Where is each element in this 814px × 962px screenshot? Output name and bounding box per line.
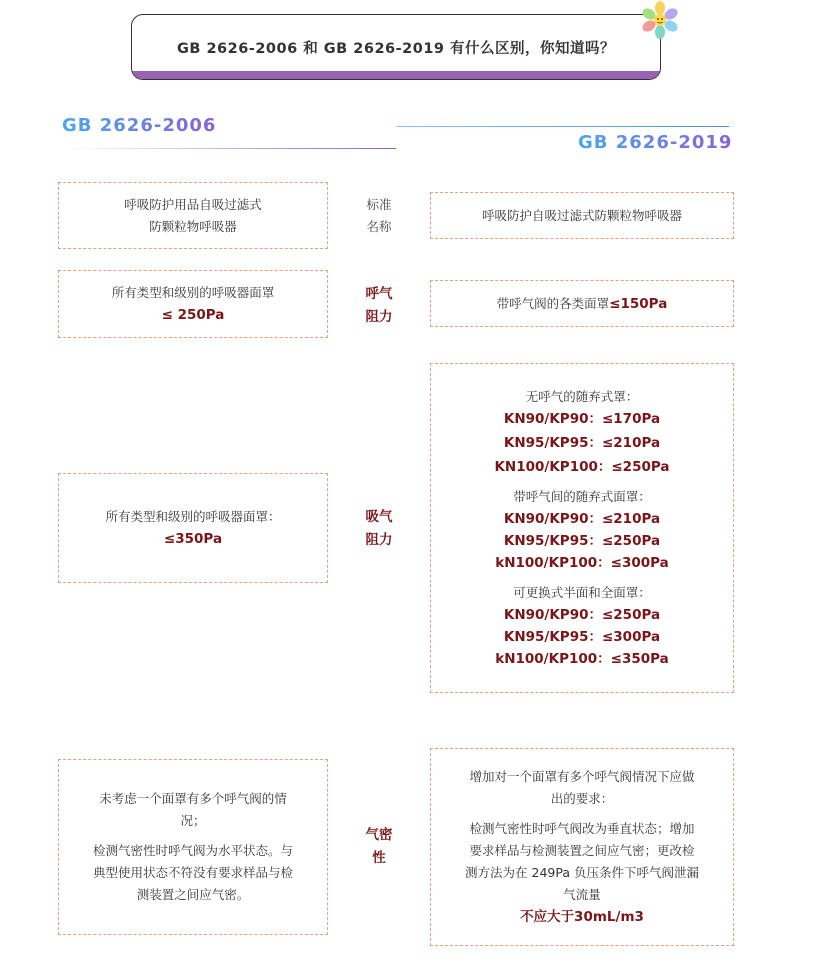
- inhale-group-2-value: KN95/KP95：≤250Pa: [503, 533, 661, 549]
- label-standard-name-line2: 名称: [366, 219, 392, 234]
- airtight-2019-line: 检测气密性时呼气阀改为垂直状态；增加: [469, 821, 695, 836]
- label-inhale-line2: 阻力: [365, 532, 393, 548]
- inhale-2006-value: ≤350Pa: [163, 531, 223, 547]
- inhale-2019-box: [430, 363, 734, 693]
- airtight-2019-line: 增加对一个面罩有多个呼气阀情况下应做: [469, 769, 695, 784]
- inhale-2019-group-1: [494, 386, 669, 478]
- airtight-2006-line: 未考虑一个面罩有多个呼气阀的情: [99, 791, 287, 806]
- label-airtight-line1: 气密: [365, 827, 393, 843]
- exhale-2006-value: ≤ 250Pa: [161, 307, 225, 323]
- inhale-group-1-heading: 无呼气的随弃式罩：: [525, 389, 639, 404]
- flower-icon: [640, 0, 680, 40]
- heading-overline-right: [396, 126, 729, 127]
- airtight-2019-line: 气流量: [563, 887, 601, 902]
- name-2006-line2: 防颗粒物呼吸器: [149, 218, 237, 234]
- label-standard-name-line1: 标准: [366, 197, 392, 212]
- inhale-group-1-value: KN90/KP90：≤170Pa: [503, 411, 661, 427]
- airtight-2006-para1: [99, 788, 287, 832]
- airtight-2006-line: 况；: [180, 813, 206, 828]
- airtight-2019-box: [430, 748, 734, 946]
- name-2006-box: [58, 182, 328, 249]
- inhale-group-2-value: KN90/KP90：≤210Pa: [503, 511, 661, 527]
- name-2006-line1: 呼吸防护用品自吸过滤式: [124, 196, 262, 212]
- heading-gb2626-2006: GB 2626-2006: [62, 115, 217, 136]
- heading-underline-left: [62, 148, 396, 149]
- airtight-2019-para2: [465, 818, 699, 928]
- airtight-2006-line: 测装置之间应气密。: [136, 887, 250, 902]
- inhale-2006-box: [58, 473, 328, 583]
- airtight-2006-line: 检测气密性时呼气阀为水平状态。与: [92, 843, 293, 858]
- inhale-group-3-value: KN90/KP90：≤250Pa: [503, 607, 661, 623]
- label-exhale-line2: 阻力: [365, 309, 393, 325]
- airtight-2006-box: [58, 759, 328, 935]
- name-2019-box: [430, 192, 734, 239]
- inhale-group-3-value: KN95/KP95：≤300Pa: [503, 629, 661, 645]
- exhale-2019-box: [430, 280, 734, 327]
- airtight-2019-line: 要求样品与检测装置之间应气密；更改检: [469, 843, 695, 858]
- label-inhale-line1: 吸气: [365, 509, 393, 525]
- airtight-2019-line: 出的要求：: [550, 791, 614, 806]
- airtight-2019-line: 测方法为在 249Pa 负压条件下呼气阀泄漏: [465, 865, 699, 880]
- airtight-2006-para2: [93, 840, 293, 906]
- exhale-2019-line: [497, 293, 668, 315]
- label-exhale-line1: 呼气: [365, 286, 393, 302]
- inhale-group-3-heading: 可更换式半面和全面罩：: [513, 585, 651, 600]
- inhale-group-1-value: KN95/KP95：≤210Pa: [503, 435, 661, 451]
- airtight-2006-line: 典型使用状态不符没有要求样品与检: [92, 865, 293, 880]
- inhale-group-1-value: KN100/KP100：≤250Pa: [494, 459, 670, 475]
- exhale-2019-text: 带呼气阀的各类面罩: [496, 295, 610, 311]
- label-airtightness: [359, 824, 399, 870]
- label-inhale-resistance: [359, 506, 399, 552]
- banner-title: GB 2626-2006 和 GB 2626-2019 有什么区别，你知道吗？: [176, 41, 616, 57]
- airtight-2019-para1: [469, 766, 694, 810]
- label-airtight-line2: 性: [372, 850, 386, 866]
- airtight-2019-value: 不应大于30mL/m3: [520, 909, 644, 925]
- label-standard-name: [359, 194, 399, 238]
- inhale-2019-group-3: [495, 582, 669, 670]
- inhale-group-3-value: kN100/KP100：≤350Pa: [495, 651, 669, 667]
- inhale-group-2-heading: 带呼气间的随弃式面罩：: [513, 489, 651, 504]
- label-exhale-resistance: [359, 283, 399, 329]
- exhale-2019-value: ≤150Pa: [609, 295, 668, 312]
- exhale-2006-box: [58, 270, 328, 338]
- name-2019-text: 呼吸防护自吸过滤式防颗粒物呼吸器: [481, 207, 682, 223]
- inhale-2019-group-2: [495, 486, 669, 574]
- exhale-2006-text: 所有类型和级别的呼吸器面罩: [111, 285, 275, 300]
- banner-accent-bar: [132, 71, 660, 79]
- inhale-group-2-value: kN100/KP100：≤300Pa: [495, 555, 669, 571]
- title-banner: [131, 14, 661, 80]
- heading-gb2626-2019: GB 2626-2019: [578, 132, 733, 153]
- inhale-2006-text: 所有类型和级别的呼吸器面罩：: [105, 509, 281, 524]
